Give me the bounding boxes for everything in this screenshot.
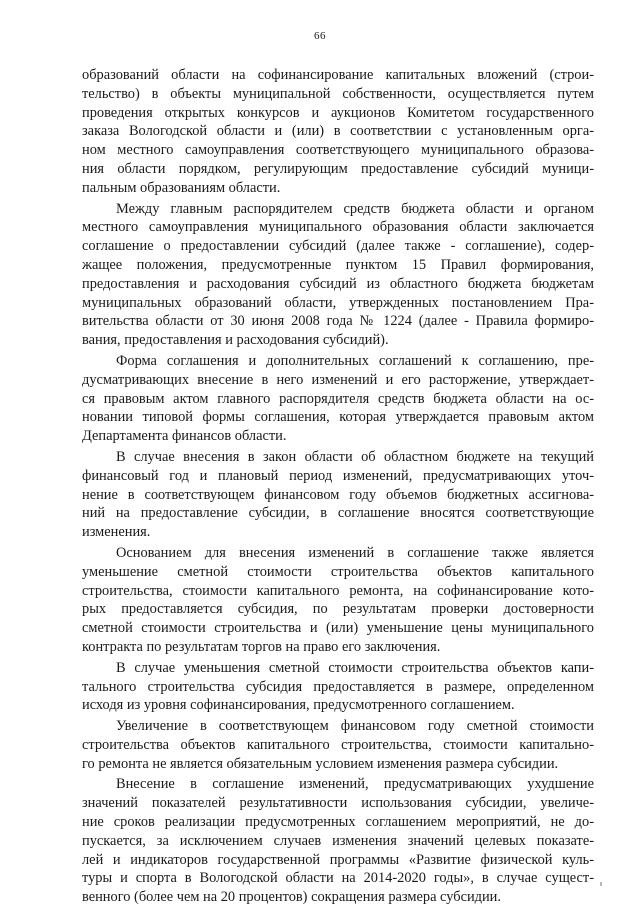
text-line: контракта по результатам торгов на право его заключения. [82,638,441,655]
text-line: венного (более чем на 20 процентов) сокращения размера субсидии. [82,889,501,906]
text-line: тального строительства субсидия предоставляется в размере, определенном [82,678,594,695]
text-line: Между главным распорядителем средств бюджета области и органом [116,200,594,217]
text-line: Внесение в соглашение изменений, предусматривающих ухудшение [116,776,594,793]
text-line: Увеличение в соответствующем финансовом году сметной стоимости [116,718,594,735]
text-line: ний на предоставление субсидии, в соглашение вносятся соответствующие [82,505,594,522]
text-line: В случае уменьшения сметной стоимости строительства объектов капи- [116,659,594,676]
paragraph [82,775,594,907]
text-line: Департамента финансов области. [82,428,287,445]
text-line: вания, предоставления и расходования субсидий). [82,332,389,349]
text-line: дусматривающих внесение в него изменений и его расторжение, утверждает- [82,371,594,388]
paragraph [82,448,594,542]
text-line: строительства объектов капитального строительства, стоимости капитально- [82,736,594,753]
text-line: нение в соответствующем финансовом году объемов бюджетных ассигнова- [82,486,594,503]
text-line: сметной стоимости строительства и (или) уменьшение цены муниципального [82,620,594,637]
text-line: соглашение о предоставлении субсидий (далее также - соглашение), содер- [82,238,594,255]
paragraph [82,659,594,715]
text-line: образований области на софинансирование капитальных вложений (строи- [82,67,594,83]
text-line: значений показателей результативности использования субсидии, увеличе- [82,795,594,812]
text-line: Форма соглашения и дополнительных соглашений к соглашению, пре- [116,352,594,369]
scan-speck [600,882,602,886]
text-line: го ремонта не является обязательным условием изменения размера субсидии. [82,755,559,772]
text-line: В случае внесения в закон области об областном бюджете на текущий [116,448,594,465]
paragraph [82,66,594,198]
text-line: туры и спорта в Вологодской области на 2014-2020 годы», в случае сущест- [82,870,594,887]
paragraph [82,544,594,657]
text-line: муниципальных образований области, утвержденных постановлением Пра- [82,294,594,311]
paragraph [82,352,594,446]
text-line: строительства, стоимости капитального ремонта, на софинансирование кото- [82,582,594,599]
text-line: ния области порядком, регулирующим предоставление субсидий муници- [82,160,594,177]
text-line: пускается, за исключением случаев изменения значений целевых показате- [82,832,594,849]
text-line: лей и индикаторов государственной программы «Развитие физической куль- [82,851,594,868]
text-line: проведения открытых конкурсов и аукционов Комитетом государственного [82,104,594,121]
document-body [82,66,594,909]
text-line: местного самоуправления муниципального образования области заключается [82,219,594,236]
paragraph [82,717,594,773]
text-line: рых предоставляется субсидия, по результатам проверки достоверности [82,601,594,618]
text-line: исходя из уровня софинансирования, предусмотренного соглашением. [82,697,515,714]
text-line: заказа Вологодской области и (или) в соответствии с установленным орга- [82,123,594,140]
text-line: Основанием для внесения изменений в соглашение также является [116,544,594,561]
text-line: уменьшение сметной стоимости строительства объектов капитального [82,563,594,580]
text-line: новании типовой формы соглашения, которая утверждается правовым актом [82,409,594,426]
text-line: предоставления и расходования субсидий из областного бюджета бюджетам [82,275,594,292]
paragraph [82,200,594,350]
text-line: тельство) в объекты муниципальной собственности, осуществляется путем [82,85,594,102]
text-line: жащее положения, предусмотренные пунктом 15 Правил формирования, [82,256,594,273]
text-line: ся правовым актом главного распорядителя средств бюджета области на ос- [82,390,594,407]
text-line: вительства области от 30 июня 2008 года № 1224 (далее - Правила формиро- [82,313,594,330]
text-line: финансовый год и плановый период изменений, предусматривающих уточ- [82,467,594,484]
text-line: ние сроков реализации предусмотренных соглашением мероприятий, не до- [82,814,594,831]
text-line: изменения. [82,524,151,541]
text-line: ном местного самоуправления соответствующего муниципального образова- [82,142,594,159]
text-line: пальным образованиям области. [82,179,281,196]
page-number: 66 [314,30,326,42]
